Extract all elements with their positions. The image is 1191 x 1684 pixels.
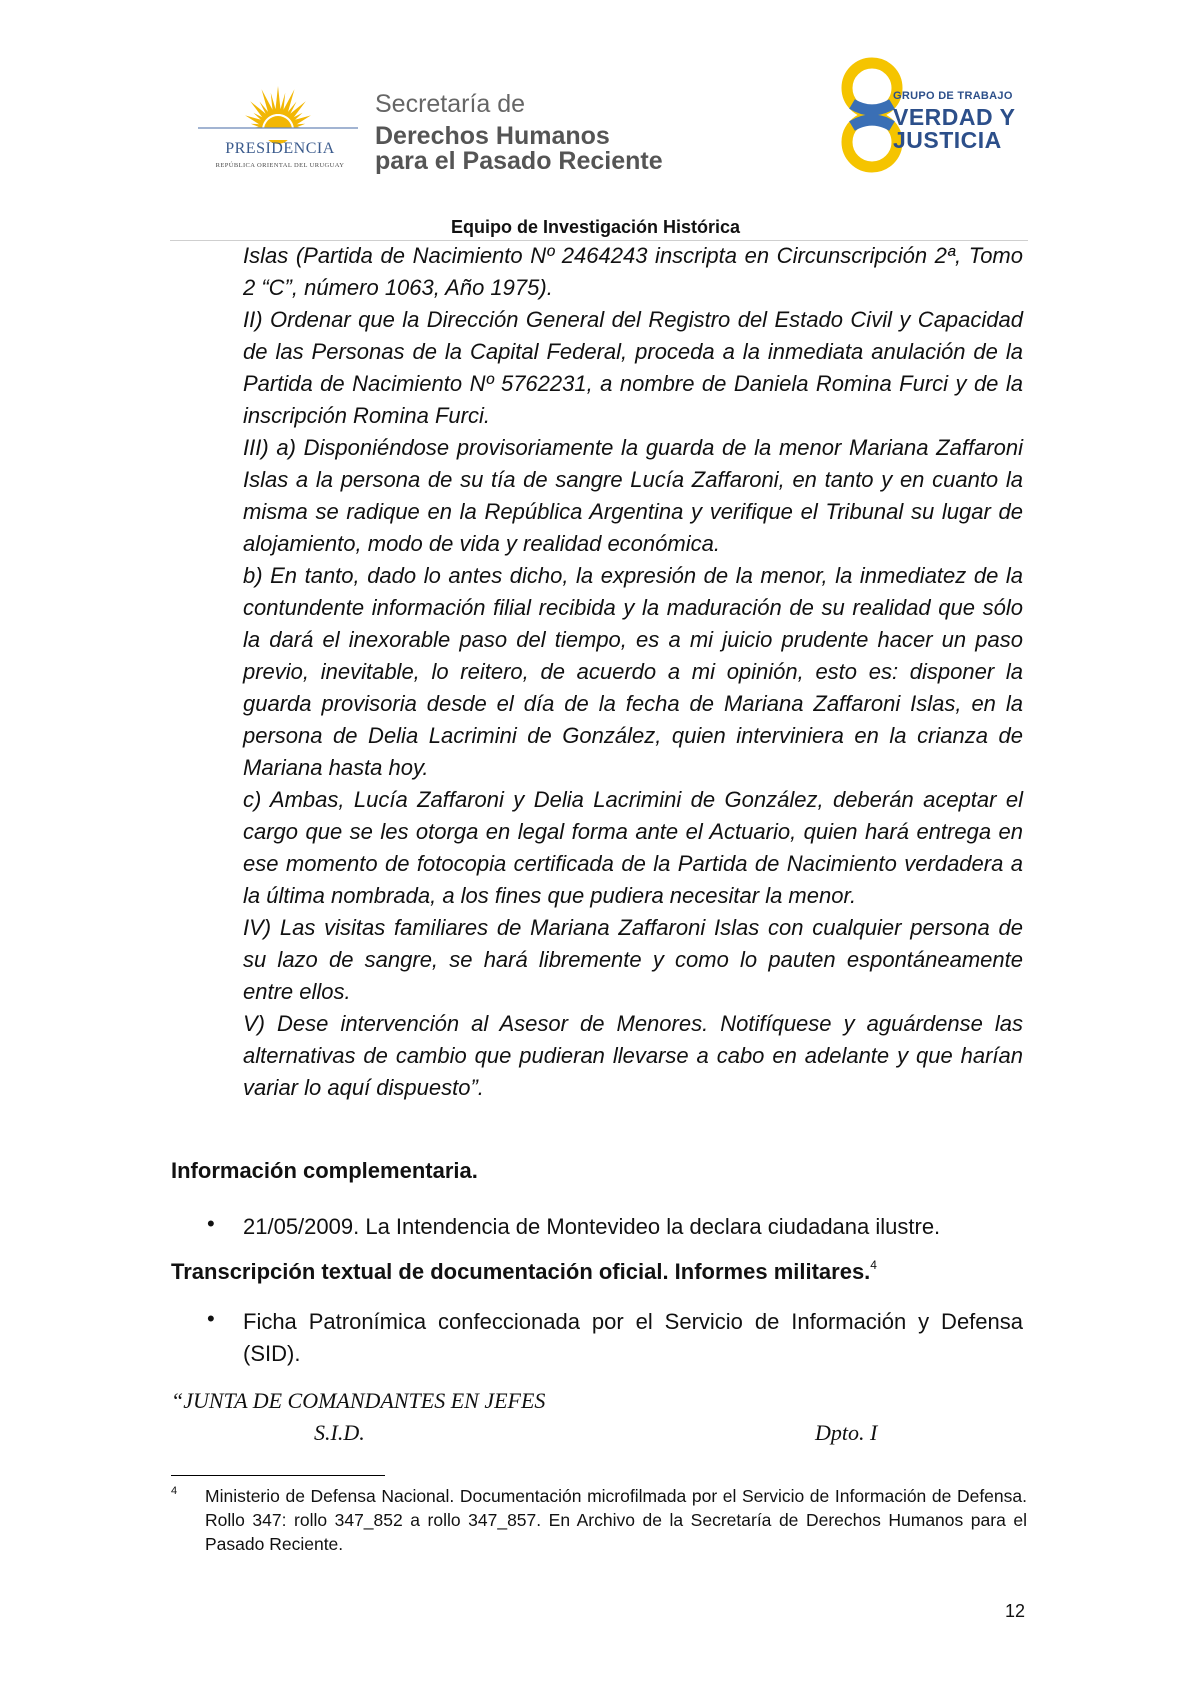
gtvj-label-2: VERDAD Y [893,104,1016,130]
bullet-icon: • [207,1306,215,1331]
footnote-text: Ministerio de Defensa Nacional. Documentación microfilmada por el Servicio de Información de Defensa. Rollo 347: rollo 347_852 a rollo 347_857. En Archivo de la Secretaría de Derechos Humanos para el Pasado Reciente. [205,1486,1027,1554]
quote-paragraph: IV) Las visitas familiares de Mariana Zaffaroni Islas con cualquier persona de su lazo de sangre, se hará libremente y como lo pauten espontáneamente entre ellos. [243,915,1023,1004]
gtvj-label-1: GRUPO DE TRABAJO [893,90,1013,102]
quote-paragraph: c) Ambas, Lucía Zaffaroni y Delia Lacrimini de González, deberán aceptar el cargo que se les otorga en legal forma ante el Actuario, quien hará entrega en ese momento de fotocopia certificada de la Partida de Nacimiento verdadera a la última nombrada, a los fines que pudiera necesitar la menor. [243,787,1023,908]
list-item: 21/05/2009. La Intendencia de Montevideo la declara ciudadana ilustre. [243,1214,941,1239]
quote-paragraph: V) Dese intervención al Asesor de Menores. Notifíquese y aguárdense las alternativas de cambio que pudieran llevarse a cabo en adelante y que harían variar lo aquí dispuesto”. [243,1011,1023,1100]
gtvj-label-3: JUSTICIA [893,127,1002,153]
secretaria-line-1: Secretaría de [375,90,526,118]
footnote-ref: 4 [870,1258,877,1272]
section-heading-info: Información complementaria. [171,1158,478,1183]
quote-paragraph: b) En tanto, dado lo antes dicho, la expresión de la menor, la inmediatez de la contundente información filial recibida y la maduración de su realidad que sólo la dará el inexorable paso del tiempo, es a mi juicio prudente hacer un paso previo, inevitable, lo reitero, de acuerdo a mi opinión, esto es: disponer la guarda provisoria desde el día de la fecha de Mariana Zaffaroni Islas, en la persona de Delia Lacrimini de González, quien interviniera en la crianza de Mariana hasta hoy. [243,563,1023,780]
quoted-resolution [243,240,1023,1104]
presidencia-sublabel: REPÚBLICA ORIENTAL DEL URUGUAY [215,162,345,169]
document-heading-junta: “JUNTA DE COMANDANTES EN JEFES [171,1388,546,1413]
quote-paragraph: Islas (Partida de Nacimiento Nº 2464243 inscripta en Circunscripción 2ª, Tomo 2 “C”, número 1063, Año 1975). [243,243,1023,300]
heading-text: Transcripción textual de documentación oficial. Informes militares. [171,1259,871,1284]
footnote-number: 4 [171,1485,178,1497]
bullet-icon: • [207,1211,215,1236]
page-header-title: Equipo de Investigación Histórica [450,217,741,237]
document-heading-dpto: Dpto. I [815,1420,878,1445]
presidencia-label: PRESIDENCIA [225,140,335,157]
secretaria-line-3: para el Pasado Reciente [375,147,663,175]
secretaria-line-2: Derechos Humanos [375,122,610,150]
document-heading-sid: S.I.D. [314,1420,365,1445]
footnote-divider [171,1475,385,1476]
section-heading-transcripcion [171,1258,877,1285]
quote-paragraph: III) a) Disponiéndose provisoriamente la guarda de la menor Mariana Zaffaroni Islas a la persona de su tía de sangre Lucía Zaffaroni, en tanto y en cuanto la misma se radique en la República Argentina y verifique el Tribunal su lugar de alojamiento, modo de vida y realidad económica. [243,435,1023,556]
page-number: 12 [1005,1601,1026,1621]
list-item: Ficha Patronímica confeccionada por el Servicio de Información y Defensa (SID). [243,1309,1023,1366]
quote-paragraph: II) Ordenar que la Dirección General del Registro del Estado Civil y Capacidad de las Personas de la Capital Federal, proceda a la inmediata anulación de la Partida de Nacimiento Nº 5762231, a nombre de Daniela Romina Furci y de la inscripción Romina Furci. [243,307,1023,428]
